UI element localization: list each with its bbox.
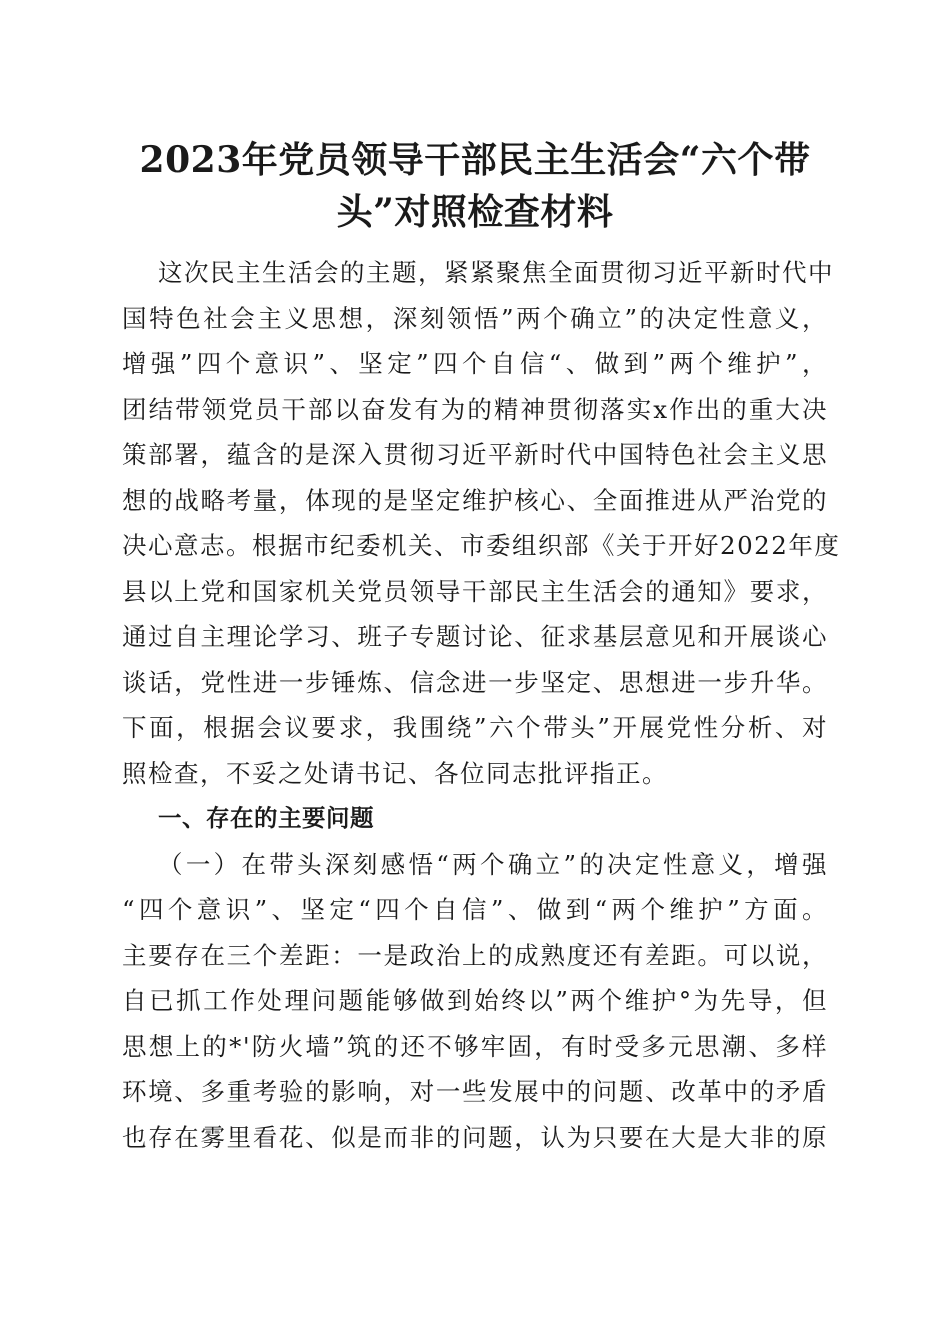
section-line: （一）在带头深刻感悟“两个确立”的决定性意义，增强 [158, 849, 828, 879]
intro-line: 决心意志。根据市纪委机关、市委组织部《关于开好2022年度 [122, 531, 841, 560]
intro-line: 通过自主理论学习、班子专题讨论、征求基层意见和开展谈心 [122, 622, 828, 651]
intro-line: 县以上党和国家机关党员领导干部民主生活会的通知》要求， [122, 576, 828, 606]
section-line: 自已抓工作处理问题能够做到始终以”两个维护°为先导，但 [122, 986, 828, 1015]
section-line: “四个意识”、坚定“四个自信”、做到“两个维护”方面。 [122, 895, 828, 924]
title-line-1: 2023年党员领导干部民主生活会“六个带 [139, 139, 811, 181]
title-line-2: 头”对照检查材料 [336, 191, 614, 233]
document-body [122, 250, 841, 1160]
section-line: 环境、多重考验的影响，对一些发展中的问题、改革中的矛盾 [122, 1077, 828, 1106]
intro-line: 照检查，不妥之处请书记、各位同志批评指正。 [122, 758, 668, 788]
section-heading: 一、存在的主要问题 [158, 804, 374, 832]
intro-line: 这次民主生活会的主题，紧紧聚焦全面贯彻习近平新时代中 [158, 258, 834, 287]
intro-line: 下面，根据会议要求，我围绕”六个带头”开展党性分析、对 [122, 713, 828, 742]
intro-line: 想的战略考量，体现的是坚定维护核心、全面推进从严治党的 [122, 485, 828, 515]
intro-line: 增强”四个意识”、坚定”四个自信“、做到”两个维护”， [122, 349, 828, 378]
section-line: 思想上的*'防火墙”筑的还不够牢固，有时受多元思潮、多样 [122, 1031, 828, 1061]
intro-line: 策部署，蕴含的是深入贯彻习近平新时代中国特色社会主义思 [122, 440, 828, 469]
section-line: 主要存在三个差距：一是政治上的成熟度还有差距。可以说， [122, 940, 828, 970]
intro-line: 国特色社会主义思想，深刻领悟”两个确立”的决定性意义， [122, 303, 828, 333]
document-title [110, 134, 840, 238]
intro-line: 谈话，党性进一步锤炼、信念进一步坚定、思想进一步升华。 [122, 667, 828, 697]
section-line: 也存在雾里看花、似是而非的问题，认为只要在大是大非的原 [122, 1122, 828, 1152]
intro-line: 团结带领党员干部以奋发有为的精神贯彻落实x作出的重大决 [122, 394, 828, 424]
